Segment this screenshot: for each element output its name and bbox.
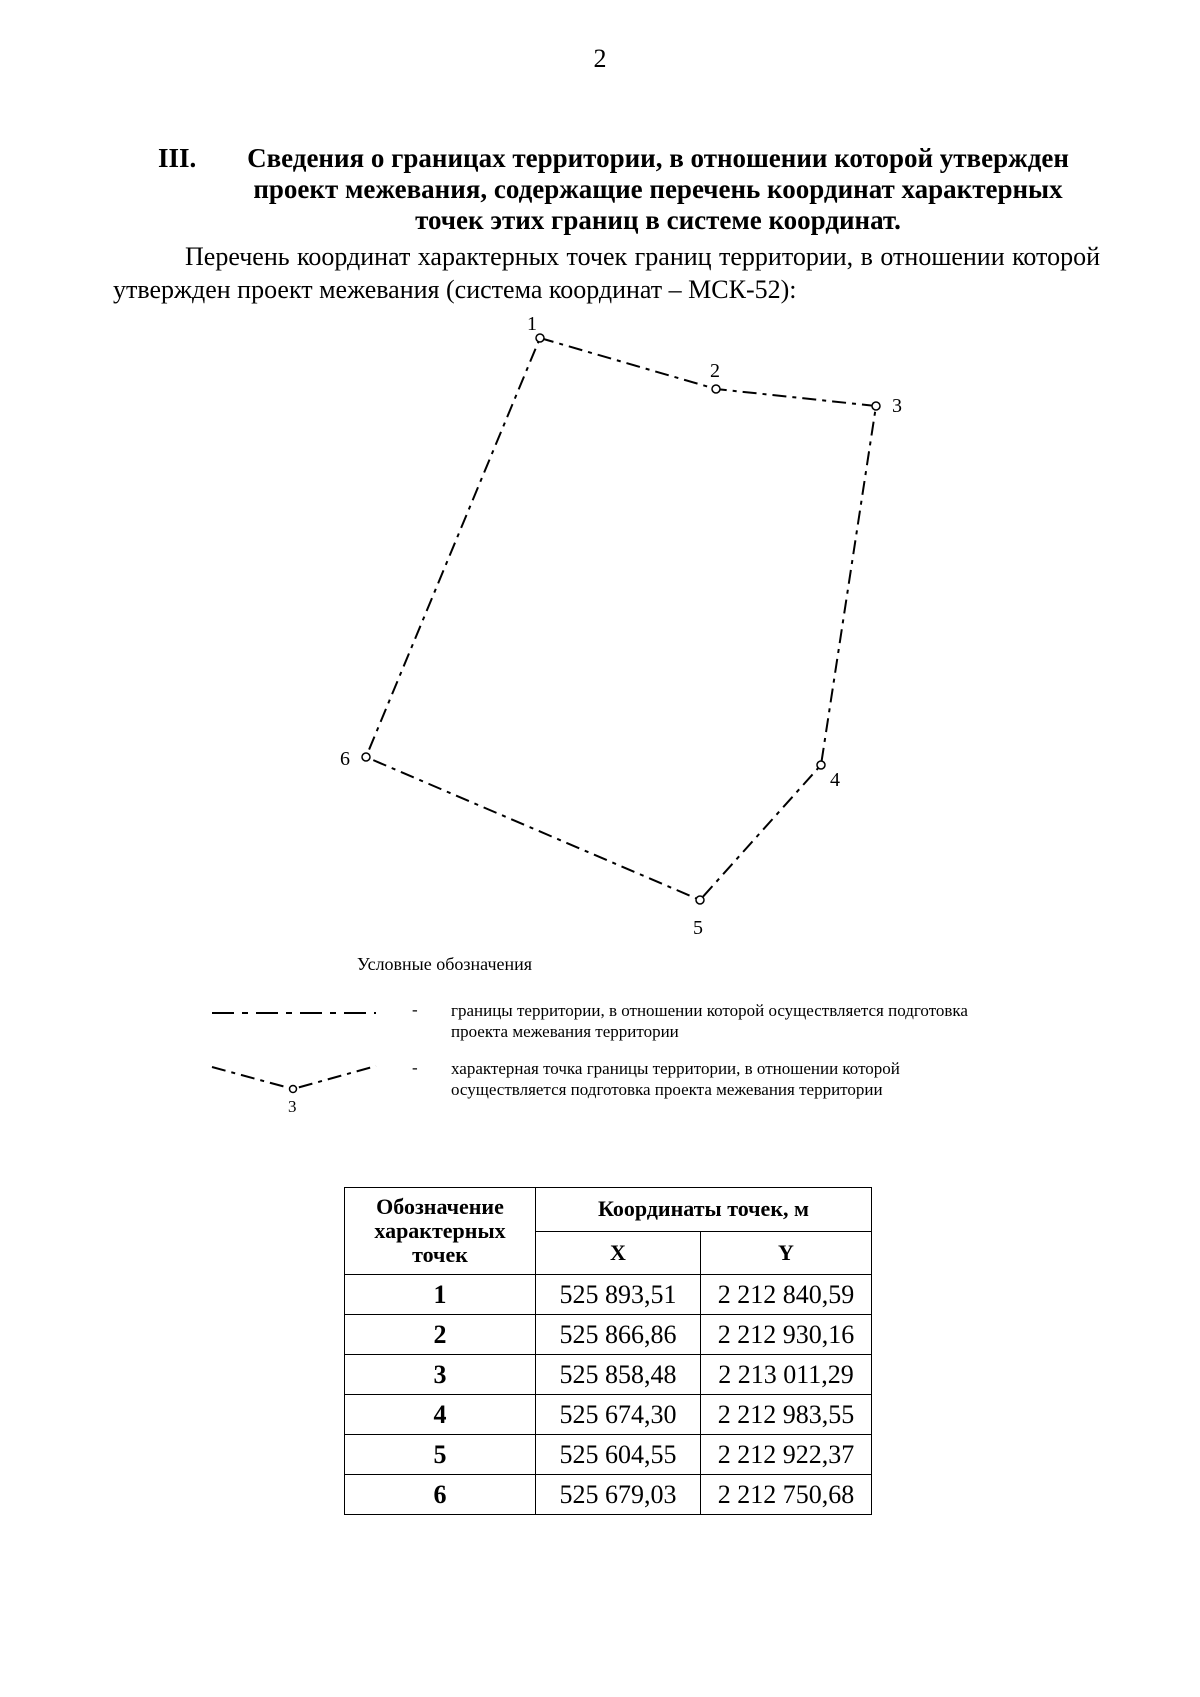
cell-x: 525 858,48 <box>536 1355 701 1395</box>
table-row <box>345 1315 872 1355</box>
cell-point-id: 4 <box>345 1395 536 1435</box>
header-x: X <box>536 1231 701 1275</box>
point-label-5: 5 <box>693 917 703 939</box>
intro-text: Перечень координат характерных точек границ территории, в отношении которой утвержден проект межевания (система координат – МСК-52): <box>113 242 1100 304</box>
legend-dash-2: - <box>412 1058 418 1077</box>
section-number: III. <box>158 143 197 173</box>
cell-y: 2 212 922,37 <box>701 1435 872 1475</box>
header-y: Y <box>701 1231 872 1275</box>
point-label-6: 6 <box>340 748 350 770</box>
point-marker-6 <box>362 753 370 761</box>
legend-text-2: характерная точка границы территории, в отношении которой осуществляется подготовка проекта межевания территории <box>451 1059 900 1099</box>
point-label-4: 4 <box>830 769 840 791</box>
page-number: 2 <box>593 44 607 73</box>
table-row <box>345 1475 872 1515</box>
point-label-3: 3 <box>892 395 902 417</box>
point-label-1: 1 <box>527 313 537 335</box>
legend-dash-1: - <box>412 1000 418 1019</box>
cell-x: 525 866,86 <box>536 1315 701 1355</box>
header-coordinates: Координаты точек, м <box>536 1188 872 1232</box>
table-row <box>345 1275 872 1315</box>
legend-point-label: 3 <box>288 1097 297 1116</box>
cell-y: 2 212 983,55 <box>701 1395 872 1435</box>
point-marker-2 <box>712 385 720 393</box>
table-row <box>345 1355 872 1395</box>
cell-x: 525 679,03 <box>536 1475 701 1515</box>
cell-point-id: 1 <box>345 1275 536 1315</box>
section-title: Сведения о границах территории, в отношении которой утвержден проект межевания, содержащие перечень координат характерных точек этих границ в системе координат. <box>247 143 1069 235</box>
table-row <box>345 1435 872 1475</box>
cell-point-id: 2 <box>345 1315 536 1355</box>
cell-point-id: 6 <box>345 1475 536 1515</box>
cell-x: 525 604,55 <box>536 1435 701 1475</box>
point-marker-4 <box>817 761 825 769</box>
boundary-polygon <box>366 338 876 900</box>
cell-x: 525 674,30 <box>536 1395 701 1435</box>
cell-point-id: 5 <box>345 1435 536 1475</box>
point-marker-5 <box>696 896 704 904</box>
legend-text-1: границы территории, в отношении которой осуществляется подготовка проекта межевания территории <box>451 1001 968 1041</box>
cell-y: 2 212 930,16 <box>701 1315 872 1355</box>
point-marker-3 <box>872 402 880 410</box>
cell-point-id: 3 <box>345 1355 536 1395</box>
header-point-designation: Обозначение характерных точек <box>345 1188 536 1275</box>
cell-y: 2 213 011,29 <box>701 1355 872 1395</box>
legend-title: Условные обозначения <box>357 954 533 974</box>
table-row <box>345 1395 872 1435</box>
legend-point-marker <box>290 1086 297 1093</box>
coordinates-table <box>344 1187 872 1515</box>
cell-x: 525 893,51 <box>536 1275 701 1315</box>
cell-y: 2 212 750,68 <box>701 1475 872 1515</box>
point-marker-1 <box>536 334 544 342</box>
cell-y: 2 212 840,59 <box>701 1275 872 1315</box>
point-label-2: 2 <box>710 360 720 382</box>
